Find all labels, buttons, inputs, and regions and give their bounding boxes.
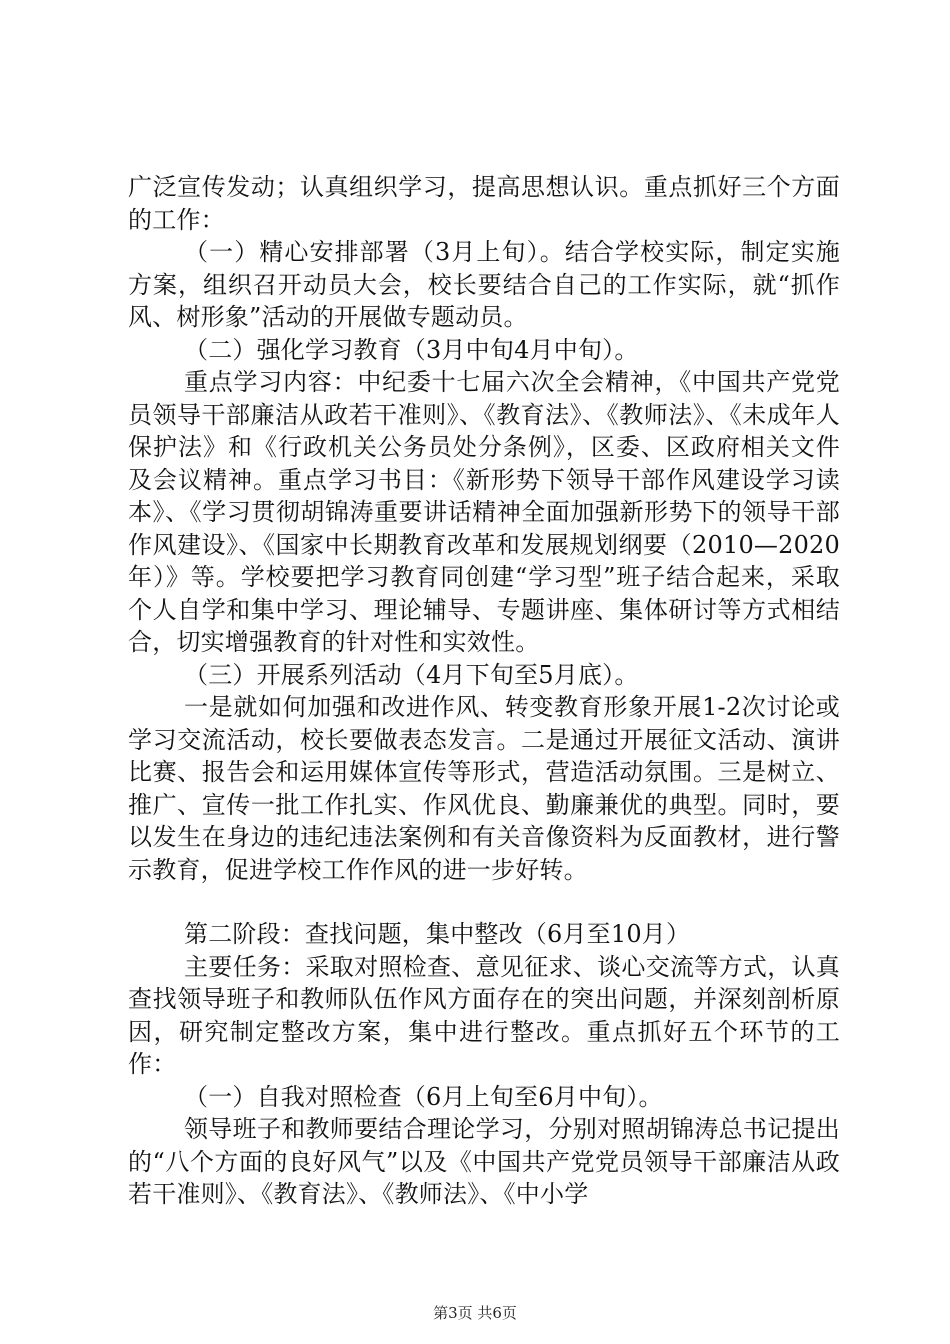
paragraph-7: 主要任务：采取对照检查、意见征求、谈心交流等方式，认真查找领导班子和教师队伍作风方面存在的突出问题，并深刻剖析原因，研究制定整改方案，集中进行整改。重点抓好五个环节的工作： bbox=[128, 952, 840, 1078]
paragraph-6: 一是就如何加强和改进作风、转变教育形象开展1-2次讨论或学习交流活动，校长要做表态发言。二是通过开展征文活动、演讲比赛、报告会和运用媒体宣传等形式，营造活动氛围。三是树立、推广、宣传一批工作扎实、作风优良、勤廉兼优的典型。同时，要以发生在身边的违纪违法案例和有关音像资料为反面教材，进行警示教育，促进学校工作作风的进一步好转。 bbox=[128, 693, 840, 884]
section-heading-stage-2: 第二阶段：查找问题，集中整改（6月至10月） bbox=[184, 920, 691, 948]
paragraph-2: （一）精心安排部署（3月上旬）。结合学校实际，制定实施方案，组织召开动员大会，校长要结合自己的工作实际，就“抓作风、树形象”活动的开展做专题动员。 bbox=[128, 238, 840, 331]
page-number-footer: 第3页 共6页 bbox=[433, 1304, 517, 1322]
paragraph-4: 重点学习内容：中纪委十七届六次全会精神，《中国共产党党员领导干部廉洁从政若干准则》、《教育法》、《教师法》、《未成年人保护法》和《行政机关公务员处分条例》，区委、区政府相关文件及会议精神。重点学习书目：《新形势下领导干部作风建设学习读本》、《学习贯彻胡锦涛重要讲话精神全面加强新形势下的领导干部作风建设》、《国家中长期教育改革和发展规划纲要（2010—2020年）》等。学校要把学习教育同创建“学习型”班子结合起来，采取个人自学和集中学习、理论辅导、专题讲座、集体研讨等方式相结合，切实增强教育的针对性和实效性。 bbox=[128, 368, 840, 656]
paragraph-5: （三）开展系列活动（4月下旬至5月底）。 bbox=[184, 660, 639, 689]
paragraph-1: 广泛宣传发动；认真组织学习，提高思想认识。重点抓好三个方面的工作： bbox=[128, 173, 840, 234]
document-body bbox=[128, 171, 840, 1211]
paragraph-3: （二）强化学习教育（3月中旬4月中旬）。 bbox=[184, 335, 639, 364]
paragraph-9: 领导班子和教师要结合理论学习，分别对照胡锦涛总书记提出的“八个方面的良好风气”以及《中国共产党党员领导干部廉洁从政若干准则》、《教育法》、《教师法》、《中小学 bbox=[128, 1115, 840, 1208]
paragraph-8: （一）自我对照检查（6月上旬至6月中旬）。 bbox=[184, 1082, 663, 1111]
paragraph-gap bbox=[128, 886, 840, 918]
